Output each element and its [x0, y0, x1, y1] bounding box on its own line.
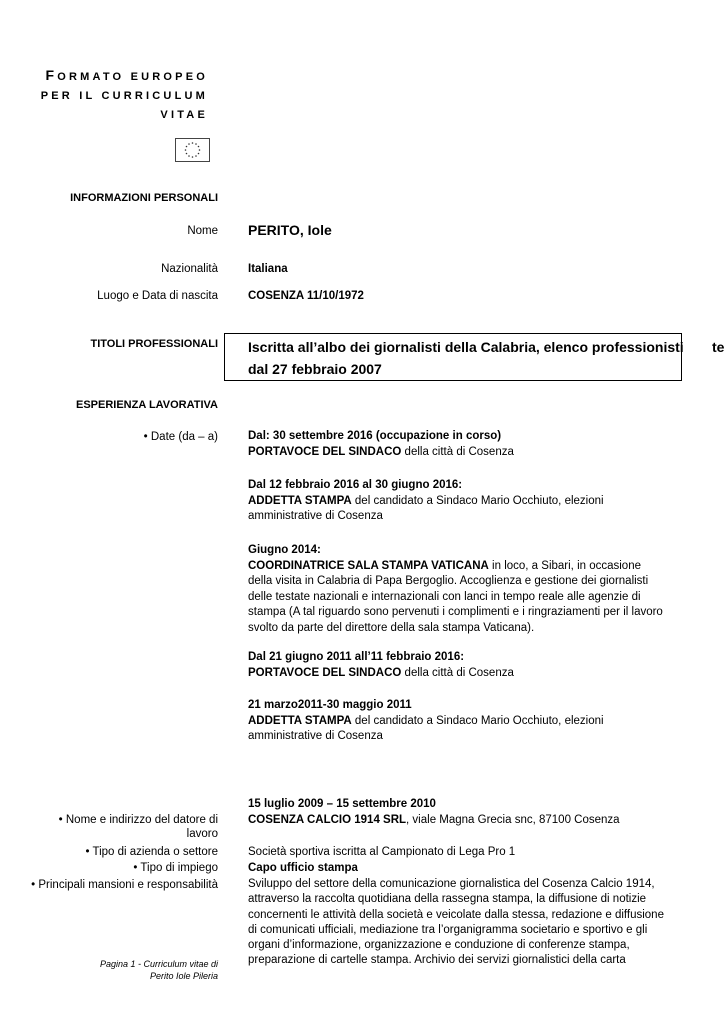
footer-line-1: Pagina 1 - Curriculum vitae di [99, 959, 218, 969]
entry-desc: del candidato a Sindaco Mario Occhiuto, elezioni amministrative di Cosenza [248, 494, 604, 522]
cv-title-line-1: FORMATO EUROPEO [45, 67, 208, 83]
footer-line-2: Perito Iole Pileria [149, 971, 218, 981]
entry-date: Giugno 2014: [248, 544, 321, 556]
job-date: 15 luglio 2009 – 15 settembre 2010 [248, 798, 436, 810]
titles-line-1: Iscritta all’albo dei giornalisti della Calabria, elenco professionisti [248, 339, 684, 355]
birth-value: COSENZA 11/10/1972 [248, 290, 364, 302]
entry-desc: in loco, a Sibari, in occasione della visita in Calabria di Papa Bergoglio. Accoglienza e gestione dei giornalisti delle testate nazionali e internazionali con lanci in tempo reale alle agenzie di stampa (A tal riguardo sono pervenuti i complimenti e i ringraziamenti per il lavoro svolto da parte del direttore della sala stampa Vaticana). [248, 559, 663, 634]
experience-entry [248, 698, 668, 745]
duties-label: • Principali mansioni e responsabilità [31, 879, 218, 891]
section-work-experience: ESPERIENZA LAVORATIVA [76, 399, 218, 411]
entry-text [248, 494, 668, 525]
experience-entry [248, 429, 668, 460]
eu-flag-icon [175, 138, 210, 162]
entry-role: COORDINATRICE SALA STAMPA VATICANA [248, 559, 489, 572]
cv-title [40, 66, 208, 125]
titles-line-2: dal 27 febbraio 2007 [248, 361, 382, 377]
nationality-label: Nazionalità [161, 263, 218, 275]
nationality-value: Italiana [248, 263, 288, 275]
entry-role: PORTAVOCE DEL SINDACO [248, 445, 402, 458]
entry-desc: della città di Cosenza [401, 445, 514, 458]
entry-text [248, 445, 668, 461]
experience-entry [248, 650, 668, 681]
employer-label: • Nome e indirizzo del datore di lavoro [58, 814, 218, 840]
titles-line-1-overflow: te [712, 339, 724, 355]
section-personal-info: INFORMAZIONI PERSONALI [70, 192, 218, 204]
entry-date: Dal 12 febbraio 2016 al 30 giugno 2016: [248, 479, 463, 491]
section-professional-titles: TITOLI PROFESSIONALI [90, 338, 218, 350]
cv-title-line-2: PER IL CURRICULUM [40, 90, 208, 102]
sector-label: • Tipo di azienda o settore [85, 846, 218, 858]
entry-role: ADDETTA STAMPA [248, 714, 352, 727]
entry-text [248, 714, 668, 745]
entry-role: ADDETTA STAMPA [248, 494, 352, 507]
date-label: • Date (da – a) [143, 431, 218, 443]
entry-text [248, 666, 668, 682]
page-footer [40, 958, 218, 982]
employer-name: COSENZA CALCIO 1914 SRL [248, 814, 407, 826]
experience-entry [248, 478, 668, 525]
name-value: PERITO, Iole [248, 222, 332, 238]
entry-role: PORTAVOCE DEL SINDACO [248, 666, 402, 679]
entry-date: 21 marzo2011-30 maggio 2011 [248, 699, 412, 711]
employer-value [248, 813, 620, 827]
entry-date: Dal 21 giugno 2011 all’11 febbraio 2016: [248, 651, 465, 663]
sector-value: Società sportiva iscritta al Campionato di Lega Pro 1 [248, 846, 516, 858]
duties-value: Sviluppo del settore della comunicazione giornalistica del Cosenza Calcio 1914, attraverso la raccolta quotidiana della rassegna stampa, la diffusione di notizie concernenti le attività della società e veicolate dalla stessa, redazione e diffusione di comunicati ufficiali, mediazione tra l’organigramma societario e sportivo e gli organi d’informazione, organizzazione e conduzione di conferenze stampa, preparazione di cartelle stampa. Archivio dei servizi giornalistici della carta [248, 878, 664, 967]
entry-desc: del candidato a Sindaco Mario Occhiuto, elezioni amministrative di Cosenza [248, 714, 604, 742]
job-type-value: Capo ufficio stampa [248, 862, 358, 874]
experience-entry [248, 543, 668, 636]
entry-desc: della città di Cosenza [401, 666, 514, 679]
entry-date: Dal: 30 settembre 2016 (occupazione in corso) [248, 430, 502, 442]
cv-title-line-3: VITAE [160, 109, 208, 121]
birth-label: Luogo e Data di nascita [97, 290, 218, 302]
name-label: Nome [187, 225, 218, 237]
employer-address: , viale Magna Grecia snc, 87100 Cosenza [406, 814, 620, 826]
job-type-label: • Tipo di impiego [133, 862, 218, 874]
entry-text [248, 559, 668, 637]
